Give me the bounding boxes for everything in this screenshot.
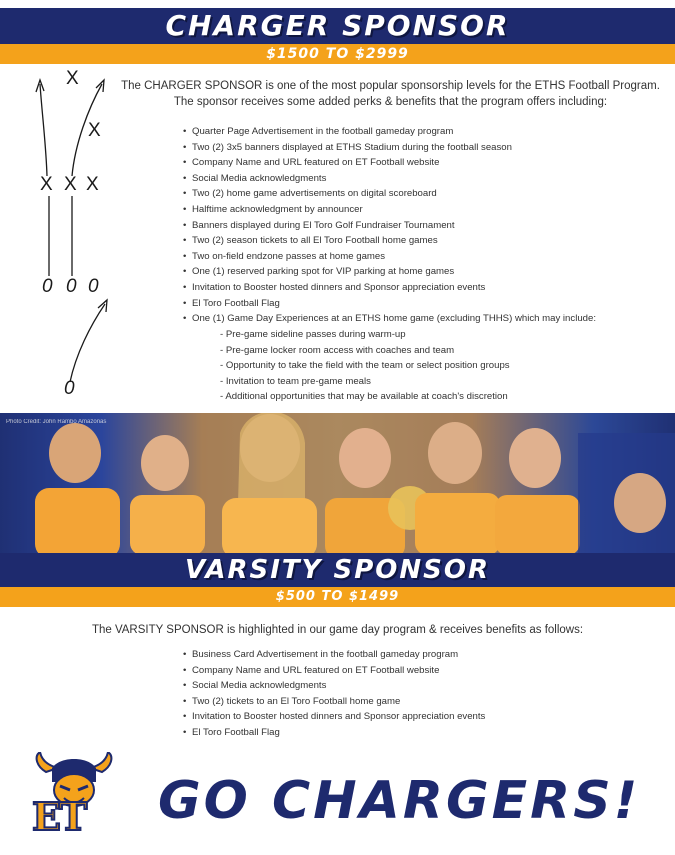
list-item: • Two (2) home game advertisements on digital scoreboard [183, 188, 437, 200]
list-item: • El Toro Football Flag [183, 297, 280, 309]
route-arrow-bottom [98, 300, 107, 312]
list-item: - Invitation to team pre-game meals [220, 375, 371, 387]
list-item: • Social Media acknowledgments [183, 680, 327, 692]
list-item: • Invitation to Booster hosted dinners and Sponsor appreciation events [183, 711, 486, 723]
charger-benefits-list [183, 124, 653, 327]
list-item: • Two on-field endzone passes at home games [183, 250, 386, 262]
player-o-1: 0 [42, 276, 53, 297]
photo-credit: Photo Credit: John Rambo Amazonas [6, 419, 107, 425]
list-item: • Halftime acknowledgment by announcer [183, 203, 363, 215]
list-item: • Social Media acknowledgments [183, 172, 327, 184]
fans-photo [0, 413, 675, 553]
list-item: • Quarter Page Advertisement in the football gameday program [183, 126, 454, 137]
list-item: - Opportunity to take the field with the team or select position groups [220, 360, 510, 372]
player-o-4: 0 [64, 378, 75, 399]
list-item: • One (1) Game Day Experiences at an ETHS home game (excluding THHS) which may include: [183, 313, 596, 325]
charger-title: CHARGER SPONSOR [165, 9, 510, 42]
varsity-title: VARSITY SPONSOR [184, 555, 490, 585]
charger-intro-line-1: The CHARGER SPONSOR is one of the most popular sponsorship levels for the ETHS Football Program. [121, 80, 660, 92]
route-line-left [40, 84, 47, 176]
player-x-2: X [88, 120, 101, 141]
route-line-bottom [70, 304, 105, 382]
list-item: • Company Name and URL featured on ET Football website [183, 157, 440, 169]
player-o-2: 0 [66, 276, 77, 297]
route-arrow-center [96, 80, 104, 92]
list-item: • Two (2) season tickets to all El Toro Football home games [183, 235, 438, 247]
list-item: • Banners displayed during El Toro Golf Fundraiser Tournament [183, 219, 455, 231]
list-item: • Business Card Advertisement in the football gameday program [183, 649, 459, 660]
player-x-4: X [64, 174, 77, 195]
charger-intro [118, 78, 663, 110]
list-item: • Company Name and URL featured on ET Football website [183, 664, 440, 676]
list-item: • Two (2) 3x5 banners displayed at ETHS Stadium during the football season [183, 141, 512, 153]
varsity-intro: The VARSITY SPONSOR is highlighted in our game day program & receives benefits as follows: [91, 624, 584, 636]
fans-photo-art [0, 413, 675, 553]
varsity-benefits-list [183, 647, 653, 741]
list-item: • One (1) reserved parking spot for VIP parking at home games [183, 266, 455, 278]
player-x-5: X [86, 174, 99, 195]
et-charger-logo [30, 752, 118, 844]
charger-intro-line-2: The sponsor receives some added perks & benefits that the program offers including: [173, 96, 608, 108]
varsity-price: $500 TO $1499 [275, 589, 400, 604]
player-x-3: X [40, 174, 53, 195]
charger-sub-benefits-list [183, 327, 653, 405]
player-o-3: 0 [88, 276, 99, 297]
list-item: • Two (2) tickets to an El Toro Football home game [183, 695, 401, 707]
et-logo-text: ET [32, 794, 86, 839]
charger-price: $1500 TO $2999 [266, 46, 409, 62]
list-item: - Additional opportunities that may be available at coach's discretion [220, 391, 508, 403]
list-item: - Pre-game locker room access with coaches and team [220, 344, 455, 356]
go-chargers-slogan: GO CHARGERS! [158, 771, 641, 831]
play-diagram [0, 64, 130, 414]
list-item: - Pre-game sideline passes during warm-up [220, 329, 406, 340]
list-item: • El Toro Football Flag [183, 726, 280, 738]
player-x-1: X [66, 68, 79, 89]
play-routes-svg [0, 64, 130, 414]
list-item: • Invitation to Booster hosted dinners and Sponsor appreciation events [183, 281, 486, 293]
